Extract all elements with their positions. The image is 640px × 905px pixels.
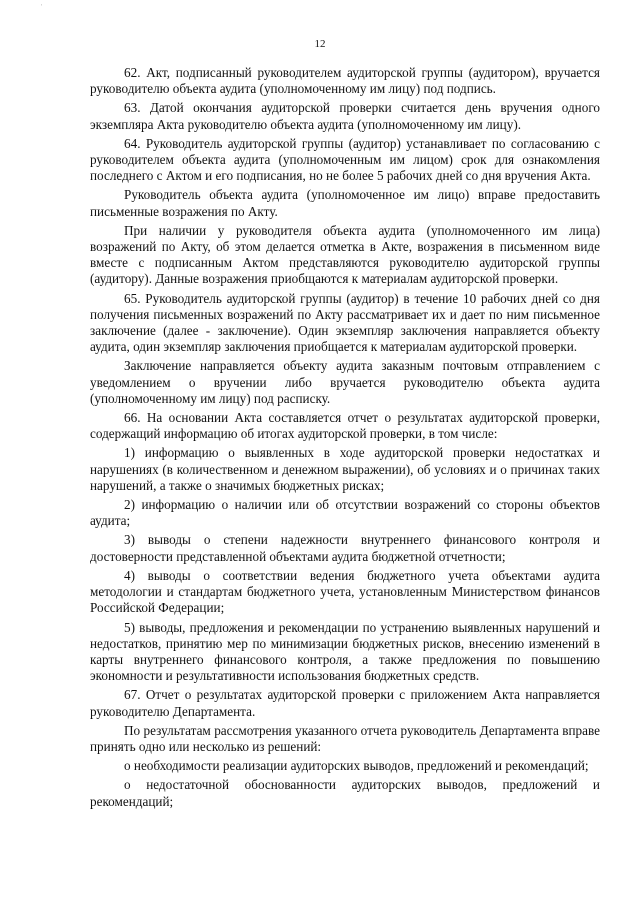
- paragraph-62: 62. Акт, подписанный руководителем аудиторской группы (аудитором), вручается руководителю объекта аудита (уполномоченному им лицу) под подпись.: [90, 65, 600, 97]
- page-number: 12: [314, 38, 326, 50]
- document-body: [90, 65, 600, 813]
- paragraph-64: 64. Руководитель аудиторской группы (аудитор) устанавливает по согласованию с руководителем объекта аудита (уполномоченным им лицом) срок для ознакомления последнего с Актом и его подписания, но не более 5 рабочих дней со дня вручения Акта.: [90, 135, 600, 184]
- decision-item-2: о недостаточной обоснованности аудиторских выводов, предложений и рекомендаций;: [90, 777, 600, 809]
- paragraph-65: 65. Руководитель аудиторской группы (аудитор) в течение 10 рабочих дней со дня получения письменных возражений по Акту рассматривает их и дает по ним письменное заключение (далее - заключение). Один экземпляр заключения направляется объекту аудита, один экземпляр заключения приобщается к материалам аудиторской проверки.: [90, 290, 600, 355]
- list-item-1: 1) информацию о выявленных в ходе аудиторской проверки недостатках и нарушениях (в количественном и денежном выражении), об условиях и о причинах таких нарушений, а также о значимых бюджетных рисках;: [90, 445, 600, 493]
- paragraph-decisions: По результатам рассмотрения указанного отчета руководитель Департамента вправе принять одно или несколько из решений:: [90, 722, 600, 754]
- paragraph-conclusion-delivery: Заключение направляется объекту аудита заказным почтовым отправлением с уведомлением о вручении либо вручается руководителю объекта аудита (уполномоченному им лицу) под расписку.: [90, 358, 600, 406]
- decision-item-1: о необходимости реализации аудиторских выводов, предложений и рекомендаций;: [124, 758, 589, 774]
- paragraph-objection-procedure: При наличии у руководителя объекта аудита (уполномоченного им лица) возражений по Акту, об этом делается отметка в Акте, возражения в письменном виде вместе с подписанным Актом представляются руководителю аудиторской группы (аудитору). Данные возражения приобщаются к материалам аудиторской проверки.: [90, 222, 600, 287]
- paragraph-objection-right: Руководитель объекта аудита (уполномоченное им лицо) вправе предоставить письменные возражения по Акту.: [90, 187, 600, 219]
- scan-mark: ˈ: [40, 3, 43, 12]
- paragraph-67: 67. Отчет о результатах аудиторской проверки с приложением Акта направляется руководителю Департамента.: [90, 687, 600, 719]
- paragraph-66: 66. На основании Акта составляется отчет о результатах аудиторской проверки, содержащий информацию об итогах аудиторской проверки, в том числе:: [90, 410, 600, 442]
- list-item-2: 2) информацию о наличии или об отсутствии возражений со стороны объектов аудита;: [90, 497, 600, 529]
- list-item-3: 3) выводы о степени надежности внутреннего финансового контроля и достоверности представленной объектами аудита бюджетной отчетности;: [90, 532, 600, 564]
- list-item-4: 4) выводы о соответствии ведения бюджетного учета объектами аудита методологии и стандартам бюджетного учета, установленным Министерством финансов Российской Федерации;: [90, 567, 600, 616]
- list-item-5: 5) выводы, предложения и рекомендации по устранению выявленных нарушений и недостатков, принятию мер по минимизации бюджетных рисков, внесению изменений в карты внутреннего финансового контроля, а также предложения по повышению экономности и результативности использования бюджетных средств.: [90, 619, 600, 684]
- paragraph-63: 63. Датой окончания аудиторской проверки считается день вручения одного экземпляра Акта руководителю объекта аудита (уполномоченному им лицу).: [90, 100, 600, 132]
